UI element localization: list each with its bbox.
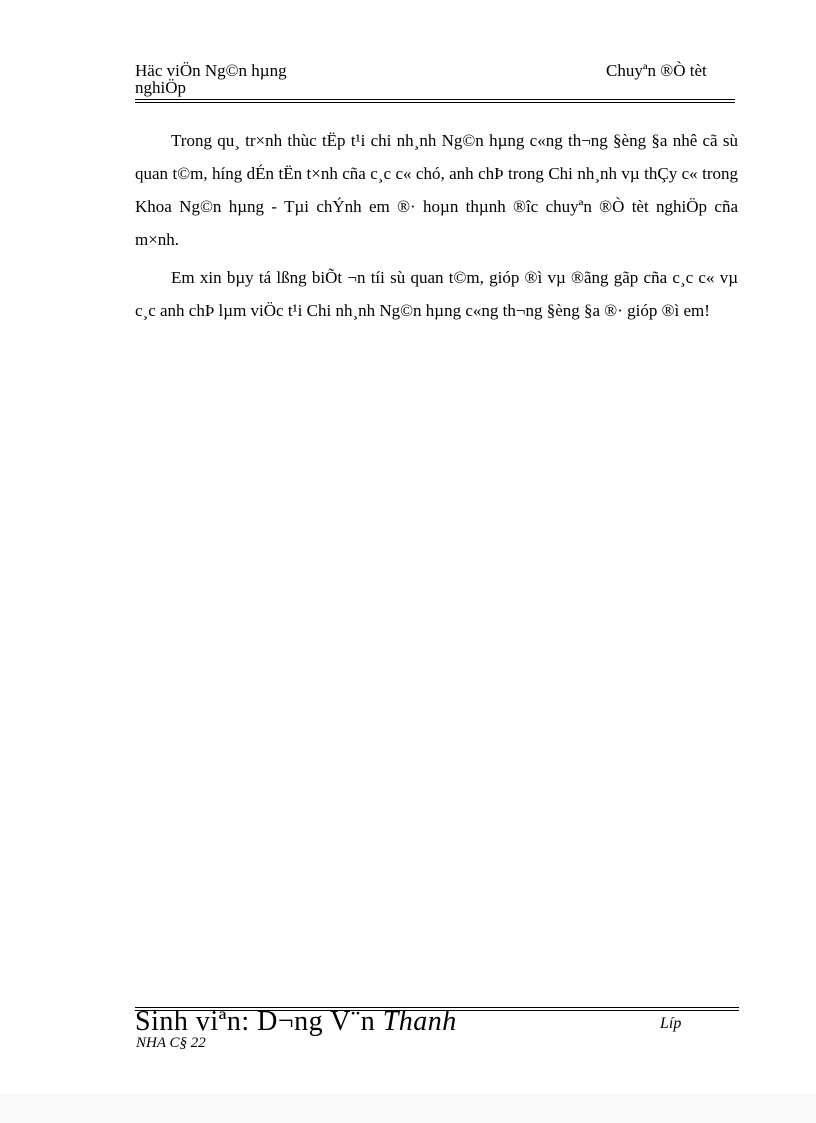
- header-right: Chuyªn ®Ò tèt: [606, 61, 707, 80]
- header-rule-top: [135, 99, 735, 100]
- header-rule-bottom: [135, 102, 735, 103]
- footer-class-label: Líp: [660, 1015, 682, 1032]
- header-institution: Häc viÖn Ng©n hµng: [135, 61, 287, 80]
- footer-name-prefix: Sinh viªn: D¬ng: [135, 1006, 324, 1037]
- paragraph-2: Em xin bµy tá lßng biÕt ¬n tíi sù quan t©m, gióp ®ì vµ ®ãng gãp cña c¸c c« vµ c¸c anh chÞ lµm viÖc t¹i Chi nh¸nh Ng©n hµng c«ng th¬ng §èng §a ®· gióp ®ì em!: [135, 268, 738, 320]
- footer-class-code: NHA C§ 22: [136, 1035, 206, 1051]
- page-bottom-band: [0, 1093, 816, 1123]
- body-text: [135, 124, 738, 332]
- header-left: [135, 62, 287, 96]
- footer-name-mid: V¨n: [330, 1006, 376, 1037]
- paragraph-1: Trong qu¸ tr×nh thùc tËp t¹i chi nh¸nh Ng©n hµng c«ng th¬ng §èng §a nhê cã sù quan t©m, híng dÉn tËn t×nh cña c¸c c« chó, anh chÞ trong Chi nh¸nh vµ thÇy c« trong Khoa Ng©n hµng - Tµi chÝnh em ®· hoµn thµnh ®îc chuyªn ®Ò tèt nghiÖp cña m×nh.: [135, 131, 738, 249]
- footer-student-name: [135, 1007, 457, 1037]
- header-institution-cont: nghiÖp: [135, 78, 186, 97]
- footer-name-last: Thanh: [382, 1006, 457, 1037]
